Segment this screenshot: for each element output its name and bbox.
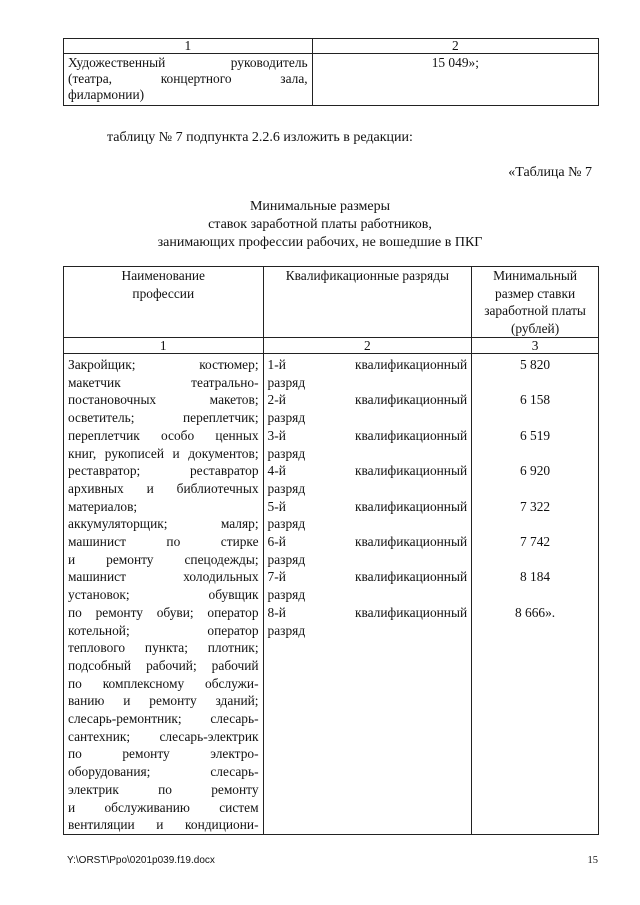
column-number: 2 <box>263 338 472 354</box>
profession-line: осветитель; переплетчик; <box>68 410 259 426</box>
profession-line: реставратор; реставратор <box>68 463 259 479</box>
rate-value: 6 920 <box>520 463 551 479</box>
profession-line: материалов; <box>68 498 138 514</box>
grade-ordinal: 2-й <box>267 392 286 408</box>
profession-line: теплового пункта; плотник; <box>68 640 259 656</box>
rate-value: 7 322 <box>520 498 551 514</box>
profession-line: котельной; оператор <box>68 622 259 638</box>
profession-line: по ремонту электро- <box>68 746 259 762</box>
rate-value: 8 184 <box>520 569 551 585</box>
previous-table-col1-number: 1 <box>64 39 313 54</box>
heading-line: ставок заработной платы работников, <box>208 217 432 232</box>
grade-line <box>268 391 468 409</box>
profession-line: Закройщик; костюмер; <box>68 357 259 372</box>
grade-line <box>268 427 468 445</box>
grade-line <box>268 462 468 480</box>
grade-ordinal: 6-й <box>267 534 286 550</box>
art-director-rate: 15 049»; <box>312 54 598 106</box>
grade-item <box>268 568 468 603</box>
grade-tail: разряд <box>267 445 306 461</box>
previous-table-col2-number: 2 <box>312 39 598 54</box>
grade-ordinal: 8-й <box>267 604 286 620</box>
profession-line: и ремонту спецодежды; <box>68 551 259 567</box>
rate-value: 6 519 <box>520 427 551 443</box>
header-line: Квалификационные разряды <box>285 268 450 283</box>
table-heading <box>0 198 640 252</box>
grade-line <box>268 498 468 516</box>
header-line: Минимальный <box>493 268 578 283</box>
header-profession-name <box>64 267 264 338</box>
profession-line: электрик по ремонту <box>68 781 259 797</box>
heading-line: занимающих профессии рабочих, не вошедшие в ПКГ <box>157 235 483 250</box>
profession-line: переплетчик особо ценных <box>68 427 259 443</box>
grade-item <box>268 391 468 426</box>
grade-word: квалификационный <box>354 604 468 620</box>
column-number-row <box>64 338 599 354</box>
footer-file-path: Y:\ORST\Ppo\0201p039.f19.docx <box>67 855 215 866</box>
header-line: размер ставки <box>495 285 576 301</box>
grade-tail: разряд <box>267 587 306 603</box>
grade-tail: разряд <box>267 374 306 390</box>
grade-list <box>263 354 472 835</box>
profession-line: подсобный рабочий; рабочий <box>68 657 259 673</box>
grade-ordinal: 4-й <box>267 463 286 479</box>
grade-item <box>268 427 468 462</box>
grade-line <box>268 356 468 374</box>
column-number: 3 <box>472 338 599 354</box>
grade-item <box>268 356 468 391</box>
profession-line: вентиляции и кондициони- <box>68 817 259 833</box>
table-body-row <box>64 354 599 835</box>
profession-line: машинист холодильных <box>68 569 259 585</box>
rate-list <box>472 354 599 835</box>
grade-ordinal: 3-й <box>267 427 286 443</box>
profession-line: машинист по стирке <box>68 534 259 550</box>
profession-line: сантехник; слесарь-электрик <box>68 728 259 744</box>
header-line: (рублей) <box>510 320 560 336</box>
grade-line <box>268 604 468 622</box>
grade-tail: разряд <box>267 622 306 638</box>
header-qualification-grades <box>263 267 472 338</box>
rate-value: 8 666». <box>514 604 556 620</box>
rate-value: 5 820 <box>520 357 551 372</box>
grade-line <box>268 533 468 551</box>
grade-item <box>268 498 468 533</box>
profession-line: постановочных макетов; <box>68 392 259 408</box>
grade-item <box>268 533 468 568</box>
rate-value: 6 158 <box>520 392 551 408</box>
profession-line: оборудования; слесарь- <box>68 764 259 780</box>
profession-line: архивных и библиотечных <box>68 480 259 496</box>
table-header-row <box>64 267 599 338</box>
grade-ordinal: 5-й <box>267 498 286 514</box>
profession-line: по ремонту обуви; оператор <box>68 604 259 620</box>
profession-line: и обслуживанию систем <box>68 799 259 815</box>
grade-tail: разряд <box>267 551 306 567</box>
previous-table-row <box>64 54 599 106</box>
previous-table-fragment <box>63 38 599 106</box>
grade-tail: разряд <box>267 480 306 496</box>
grade-word: квалификационный <box>354 427 468 443</box>
grade-word: квалификационный <box>354 392 468 408</box>
header-line: заработной платы <box>484 303 586 318</box>
profession-line: установок; обувщик <box>68 587 259 603</box>
grade-item <box>268 604 468 639</box>
header-line: профессии <box>132 285 195 301</box>
heading-line: Минимальные размеры <box>249 199 391 214</box>
table-caption: «Таблица № 7 <box>508 165 592 180</box>
grade-tail: разряд <box>267 410 306 426</box>
grade-word: квалификационный <box>354 498 468 514</box>
grade-tail: разряд <box>267 516 306 532</box>
column-number: 1 <box>64 338 264 354</box>
art-director-cell <box>64 54 313 106</box>
instruction-text: таблицу № 7 подпункта 2.2.6 изложить в редакции: <box>107 130 413 145</box>
page-number: 15 <box>587 855 598 866</box>
profession-list <box>64 354 264 835</box>
profession-line: по комплексному обслужи- <box>68 675 259 691</box>
rate-value: 7 742 <box>520 533 551 549</box>
art-director-line: Художественный руководитель <box>68 55 308 70</box>
profession-line: слесарь-ремонтник; слесарь- <box>68 711 259 727</box>
grade-word: квалификационный <box>354 357 468 372</box>
profession-line: макетчик театрально- <box>68 374 259 390</box>
profession-line: книг, рукописей и документов; <box>68 445 259 461</box>
profession-line: ванию и ремонту зданий; <box>68 693 259 709</box>
grade-word: квалификационный <box>354 569 468 585</box>
previous-table-header-row <box>64 39 599 54</box>
art-director-line: филармонии) <box>68 87 145 102</box>
grade-word: квалификационный <box>354 463 468 479</box>
grade-ordinal: 7-й <box>267 569 286 585</box>
grade-line <box>268 568 468 586</box>
grade-ordinal: 1-й <box>267 357 286 372</box>
grade-word: квалификационный <box>354 534 468 550</box>
wage-rates-table <box>63 266 599 835</box>
grade-item <box>268 462 468 497</box>
art-director-line: (театра, концертного зала, <box>68 71 308 86</box>
profession-line: аккумуляторщик; маляр; <box>68 516 259 532</box>
header-line: Наименование <box>121 268 205 283</box>
header-min-rate <box>472 267 599 338</box>
